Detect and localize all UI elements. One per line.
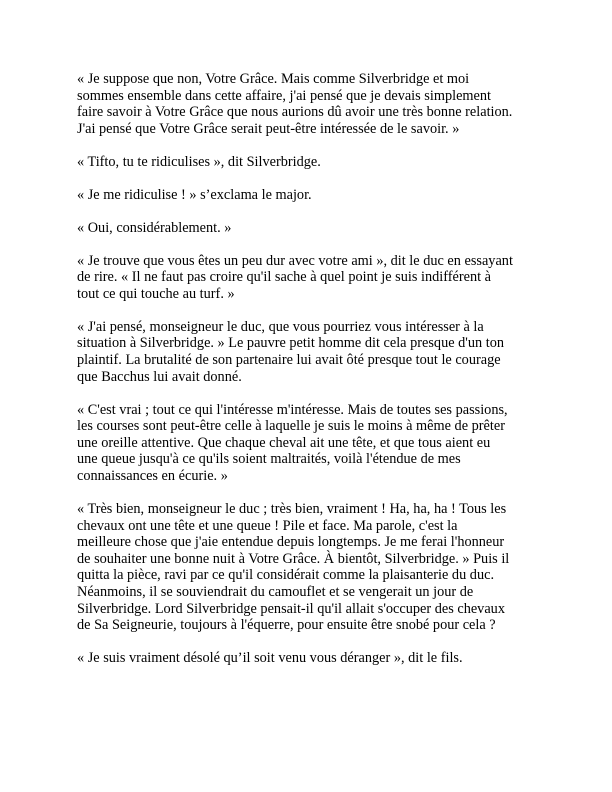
paragraph-9 [77,650,547,667]
text-line: « Tifto, tu te ridiculises », dit Silverbridge. [77,153,321,170]
text-line: « Je suis vraiment désolé qu’il soit venu vous déranger », dit le fils. [77,650,463,667]
text-line: situation à Silverbridge. » Le pauvre petit homme dit cela presque d'un ton [77,335,505,352]
text-line: plaintif. La brutalité de son partenaire lui avait ôté presque tout le courage [77,352,501,369]
text-line: « C'est vrai ; tout ce qui l'intéresse m'intéresse. Mais de toutes ses passions, [77,401,508,418]
paragraph-6 [77,319,547,385]
document-page [77,71,547,683]
text-line: « Je trouve que vous êtes un peu dur avec votre ami », dit le duc en essayant [77,252,513,269]
text-line: « Très bien, monseigneur le duc ; très bien, vraiment ! Ha, ha, ha ! Tous les [77,501,507,518]
text-line: « J'ai pensé, monseigneur le duc, que vous pourriez vous intéresser à la [77,318,484,335]
text-line: J'ai pensé que Votre Grâce serait peut-être intéressée de le savoir. » [77,120,460,137]
text-line: faire savoir à Votre Grâce que nous aurions dû avoir une très bonne relation. [77,104,513,121]
paragraph-8 [77,501,547,634]
text-line: une queue jusqu'à ce qu'ils soient maltraités, voilà l'étendue de mes [77,451,461,468]
text-line: connaissances en écurie. » [77,468,228,485]
paragraph-1 [77,71,547,137]
text-line: Néanmoins, il se souviendrait du camouflet et se vengerait un jour de [77,583,474,600]
text-line: les courses sont peut-être celle à laquelle je suis le moins à même de prêter [77,418,505,435]
text-line: une oreille attentive. Que chaque cheval ait une tête, et que tous aient eu [77,434,491,451]
text-line: chevaux ont une tête et une queue ! Pile et face. Ma parole, c'est la [77,517,458,534]
paragraph-5 [77,253,547,303]
text-line: tout ce qui touche au turf. » [77,285,235,302]
text-line: sommes ensemble dans cette affaire, j'ai pensé que je devais simplement [77,87,492,104]
text-line: de souhaiter une bonne nuit à Votre Grâce. À bientôt, Silverbridge. » Puis il [77,550,510,567]
text-line: que Bacchus lui avait donné. [77,368,242,385]
paragraph-3 [77,187,547,204]
text-line: de rire. « Il ne faut pas croire qu'il sache à quel point je suis indifférent à [77,269,491,286]
paragraph-7 [77,402,547,485]
text-line: meilleure chose que j'aie entendue depuis longtemps. Je me ferai l'honneur [77,534,505,551]
text-line: de Sa Seigneurie, toujours à l'équerre, pour ensuite être snobé pour cela ? [77,617,496,634]
text-line: quitta la pièce, ravi par ce qu'il considérait comme la plaisanterie du duc. [77,567,495,584]
paragraph-4 [77,220,547,237]
text-line: Silverbridge. Lord Silverbridge pensait-il qu'il allait s'occuper des chevaux [77,600,505,617]
paragraph-2 [77,154,547,171]
text-line: « Oui, considérablement. » [77,219,232,236]
text-line: « Je me ridiculise ! » s’exclama le major. [77,186,312,203]
text-line: « Je suppose que non, Votre Grâce. Mais comme Silverbridge et moi [77,71,470,87]
